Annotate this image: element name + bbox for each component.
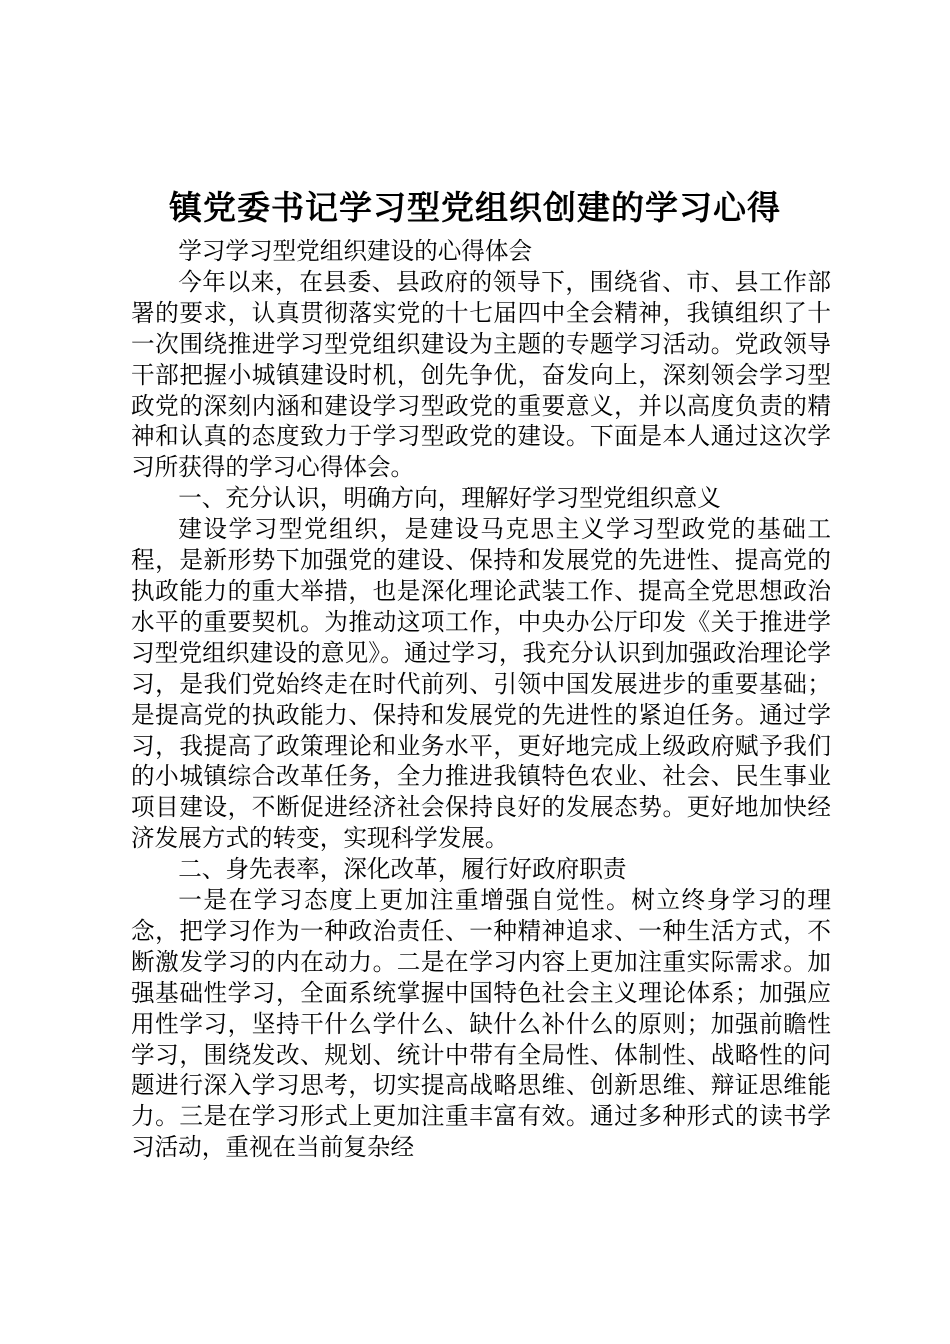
- paragraph-intro: 今年以来，在县委、县政府的领导下，围绕省、市、县工作部署的要求，认真贯彻落实党的十七届四中全会精神，我镇组织了十一次围绕推进学习型党组织建设为主题的专题学习活动。党政领导干部把握小城镇建设时机，创先争优，奋发向上，深刻领会学习型政党的深刻内涵和建设学习型政党的重要意义，并以高度负责的精神和认真的态度致力于学习型政党的建设。下面是本人通过这次学习所获得的学习心得体会。: [131, 267, 831, 482]
- document-subtitle: 学习学习型党组织建设的心得体会: [178, 237, 533, 265]
- paragraph-section-2: 一是在学习态度上更加注重增强自觉性。树立终身学习的理念，把学习作为一种政治责任、一种精神追求、一种生活方式，不断激发学习的内在动力。二是在学习内容上更加注重实际需求。加强基础性学习，全面系统掌握中国特色社会主义理论体系；加强应用性学习，坚持干什么学什么、缺什么补什么的原则；加强前瞻性学习，围绕发改、规划、统计中带有全局性、体制性、战略性的问题进行深入学习思考，切实提高战略思维、创新思维、辩证思维能力。三是在学习形式上更加注重丰富有效。通过多种形式的读书学习活动，重视在当前复杂经: [131, 886, 831, 1162]
- section-heading-1: 一、充分认识，明确方向，理解好学习型党组织意义: [178, 484, 721, 513]
- document-body: [131, 236, 831, 1163]
- document-title: 镇党委书记学习型党组织创建的学习心得: [169, 188, 781, 227]
- section-heading-2: 二、身先表率，深化改革，履行好政府职责: [178, 855, 627, 884]
- paragraph-section-1: 建设学习型党组织，是建设马克思主义学习型政党的基础工程，是新形势下加强党的建设、保持和发展党的先进性、提高党的执政能力的重大举措，也是深化理论武装工作、提高全党思想政治水平的重要契机。为推动这项工作，中央办公厅印发《关于推进学习型党组织建设的意见》。通过学习，我充分认识到加强政治理论学习，是我们党始终走在时代前列、引领中国发展进步的重要基础；是提高党的执政能力、保持和发展党的先进性的紧迫任务。通过学习，我提高了政策理论和业务水平，更好地完成上级政府赋予我们的小城镇综合改革任务，全力推进我镇特色农业、社会、民生事业项目建设，不断促进经济社会保持良好的发展态势。更好地加快经济发展方式的转变，实现科学发展。: [131, 515, 831, 853]
